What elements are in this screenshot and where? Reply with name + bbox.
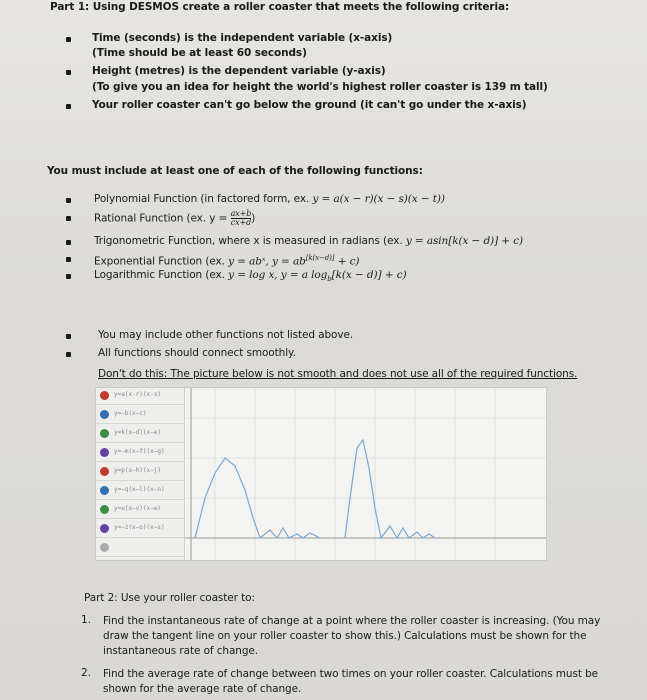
function-logarithmic [94,268,407,286]
expression-row [96,388,184,405]
expression-row [96,502,184,519]
trig-label: Trigonometric Function, where x is measured in radians (ex. [94,235,406,247]
bullet [66,37,71,42]
exponential-label: Exponential Function (ex. [94,255,229,268]
part2-item-2-line-2: shown for the average rate of change. [103,683,302,695]
expression-color-dot [100,429,109,438]
expression-color-dot [100,467,109,476]
bullet [66,334,71,339]
bullet [66,240,71,245]
function-trig [94,234,523,248]
expression-color-dot [100,448,109,457]
exponential-end: + c) [334,255,360,268]
bullet [66,216,71,221]
note-dont-do-this [98,367,577,381]
part2-item-1-line-1: Find the instantaneous rate of change at a point where the roller coaster is increasing. (You may [103,615,601,627]
expression-row [96,445,184,462]
expression-text: y=a(x-r)(x-s) [114,391,161,398]
exponential-formula: y = abˣ, y = ab [228,255,306,268]
rational-label: Rational Function (ex. y = [94,212,231,225]
bullet [66,70,71,75]
functions-intro: You must include at least one of each of the following functions: [47,165,423,177]
expression-color-dot [100,524,109,533]
exponential-sup: [k(x−d)] [305,254,335,262]
part2-item-1-line-3: instantaneous rate of change. [103,645,259,657]
dont-label: Don't do this: [98,368,168,380]
part2-heading: Part 2: Use your roller coaster to: [84,592,255,604]
expression-row [96,521,184,538]
bullet [66,257,71,262]
rational-denominator: cx+d [230,218,252,227]
logarithmic-base: b [327,275,332,284]
polynomial-formula: y = a(x − r)(x − s)(x − t)) [312,193,445,205]
expression-color-dot [100,486,109,495]
expression-color-dot [100,505,109,514]
expression-text: y=−q(x−l)(x−n) [114,486,165,493]
rational-end: ) [251,212,256,225]
part2-item-1-number: 1. [81,614,92,626]
example-graph-svg [185,388,546,560]
graph-gridlines [185,388,546,560]
part2-item-1-line-2: draw the tangent line on your roller coaster to show this.) Calculations must be shown for the [103,630,587,642]
function-rational [94,210,255,227]
expression-text: y=−z(x−o)(x−s) [114,524,165,531]
expression-text: y=k(x−d)(x−e) [114,429,161,436]
criteria-time: Time (seconds) is the independent variable (x-axis) [92,32,393,44]
expression-list [96,388,185,560]
expression-color-dot [100,543,109,552]
expression-text: y=u(x−v)(x−w) [114,505,161,512]
polynomial-label: Polynomial Function (in factored form, ex. [94,193,313,205]
dont-text: The picture below is not smooth and does not use all of the required functions. [167,368,578,380]
trig-formula: y = asin[k(x − d)] + c) [405,235,524,247]
expression-row [96,426,184,443]
expression-text: y=p(x−h)(x−j) [114,467,161,474]
criteria-height: Height (metres) is the dependent variable (y-axis) [92,65,386,77]
rational-numerator: ax+b [230,209,252,218]
expression-text: y=−m(x−f)(x−g) [114,448,165,455]
logarithmic-end: [k(x − d)] + c) [331,269,407,281]
expression-row [96,407,184,424]
criteria-height-note: (To give you an idea for height the world's highest roller coaster is 139 m tall) [92,81,548,93]
example-desmos-screenshot [95,387,547,561]
function-exponential [94,251,359,269]
example-graph [185,388,546,560]
expression-color-dot [100,410,109,419]
expression-row [96,540,184,557]
expression-row [96,483,184,500]
criteria-ground: Your roller coaster can't go below the ground (it can't go under the x-axis) [92,99,527,111]
bullet [66,104,71,109]
part2-item-2-number: 2. [81,667,92,679]
bullet [66,198,71,203]
logarithmic-label: Logarithmic Function (ex. [94,269,229,281]
expression-row [96,464,184,481]
graph-right-curve [345,440,435,538]
criteria-time-note: (Time should be at least 60 seconds) [92,47,307,59]
note-smooth: All functions should connect smoothly. [98,347,296,359]
bullet [66,274,71,279]
expression-text: y=−b(x−c) [114,410,147,417]
note-other-functions: You may include other functions not listed above. [98,329,354,341]
part1-heading: Part 1: Using DESMOS create a roller coaster that meets the following criteria: [50,1,510,13]
logarithmic-formula: y = log x, y = a log [228,269,328,281]
expression-color-dot [100,391,109,400]
part2-item-2-line-1: Find the average rate of change between two times on your roller coaster. Calculations must be [103,668,599,680]
rational-fraction [231,210,252,227]
bullet [66,352,71,357]
function-polynomial [94,192,445,206]
